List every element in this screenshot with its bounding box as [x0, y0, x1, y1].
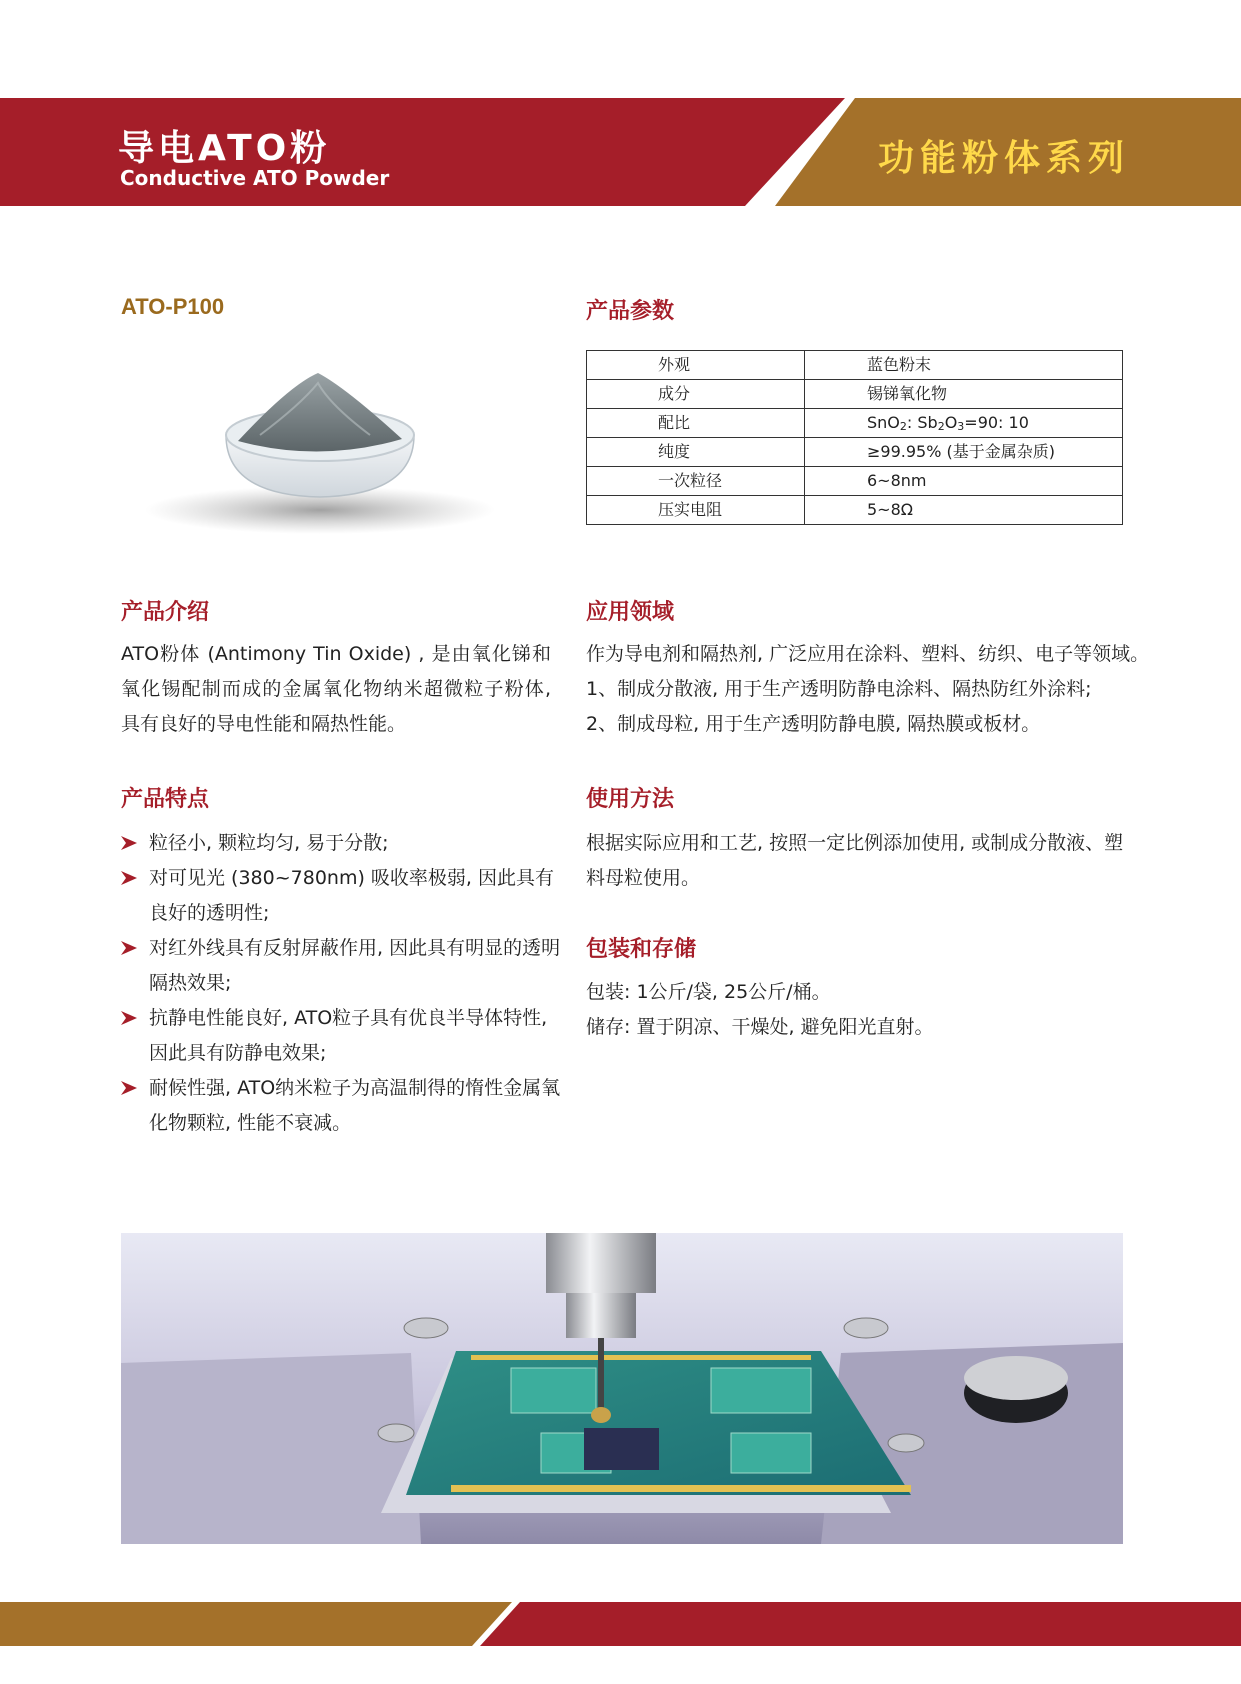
param-value: 6~8nm — [805, 467, 1123, 496]
param-key: 外观 — [587, 351, 805, 380]
application-line: 1、制成分散液, 用于生产透明防静电涂料、隔热防红外涂料; — [586, 678, 1092, 700]
footer-band — [0, 1602, 1241, 1646]
params-table — [586, 350, 1123, 525]
table-row — [587, 438, 1123, 467]
ratio-part: : Sb — [906, 413, 938, 432]
powder-dish-image — [140, 365, 500, 540]
table-row — [587, 380, 1123, 409]
list-item — [121, 1001, 561, 1071]
packaging-line: 包装: 1公斤/袋, 25公斤/桶。 — [586, 981, 831, 1003]
feature-text: 对可见光 (380~780nm) 吸收率极弱, 因此具有良好的透明性; — [149, 867, 554, 924]
feature-text: 对红外线具有反射屏蔽作用, 因此具有明显的透明隔热效果; — [149, 937, 561, 994]
param-key: 压实电阻 — [587, 496, 805, 525]
usage-heading: 使用方法 — [586, 787, 675, 812]
list-item — [121, 931, 561, 1001]
arrow-bullet-icon — [121, 1011, 137, 1025]
param-value: 5~8Ω — [805, 496, 1123, 525]
application-line: 作为导电剂和隔热剂, 广泛应用在涂料、塑料、纺织、电子等领域。 — [586, 643, 1150, 665]
arrow-bullet-icon — [121, 836, 137, 850]
param-value: ≥99.95% (基于金属杂质) — [805, 438, 1123, 467]
product-title-en: Conductive ATO Powder — [120, 166, 390, 190]
param-value-ratio — [805, 409, 1123, 438]
circuit-board-photo — [121, 1233, 1123, 1544]
table-row — [587, 351, 1123, 380]
feature-text: 抗静电性能良好, ATO粒子具有优良半导体特性, 因此具有防静电效果; — [149, 1007, 548, 1064]
packaging-heading: 包装和存储 — [586, 937, 697, 962]
model-number: ATO-P100 — [121, 294, 225, 319]
intro-text: ATO粉体 (Antimony Tin Oxide) , 是由氧化锑和氧化锡配制而成的金属氧化物纳米超微粒子粉体, 具有良好的导电性能和隔热性能。 — [121, 643, 551, 735]
storage-line: 储存: 置于阴凉、干燥处, 避免阳光直射。 — [586, 1016, 934, 1038]
features-list — [121, 826, 561, 1141]
usage-text: 根据实际应用和工艺, 按照一定比例添加使用, 或制成分散液、塑料母粒使用。 — [586, 832, 1124, 889]
series-label: 功能粉体系列 — [878, 138, 1131, 179]
application-heading: 应用领域 — [586, 600, 675, 625]
ratio-part: =90: 10 — [964, 413, 1029, 432]
ratio-part: SnO — [867, 413, 900, 432]
ratio-part: O — [944, 413, 958, 432]
ratio-subscript: 3 — [957, 420, 965, 433]
product-title-cn: 导电ATO粉 — [118, 128, 331, 169]
table-row — [587, 409, 1123, 438]
param-key: 成分 — [587, 380, 805, 409]
list-item — [121, 1071, 561, 1141]
param-key: 纯度 — [587, 438, 805, 467]
table-row — [587, 467, 1123, 496]
param-key: 配比 — [587, 409, 805, 438]
param-value: 锡锑氧化物 — [805, 380, 1123, 409]
param-key: 一次粒径 — [587, 467, 805, 496]
feature-text: 耐候性强, ATO纳米粒子为高温制得的惰性金属氧化物颗粒, 性能不衰减。 — [149, 1077, 561, 1134]
intro-heading: 产品介绍 — [121, 600, 210, 625]
list-item — [121, 861, 561, 931]
ratio-subscript: 2 — [937, 420, 945, 433]
feature-text: 粒径小, 颗粒均匀, 易于分散; — [149, 832, 389, 854]
table-row — [587, 496, 1123, 525]
params-heading: 产品参数 — [586, 299, 675, 324]
arrow-bullet-icon — [121, 871, 137, 885]
features-heading: 产品特点 — [121, 787, 210, 812]
param-value: 蓝色粉末 — [805, 351, 1123, 380]
arrow-bullet-icon — [121, 941, 137, 955]
application-line: 2、制成母粒, 用于生产透明防静电膜, 隔热膜或板材。 — [586, 713, 1041, 735]
arrow-bullet-icon — [121, 1081, 137, 1095]
list-item — [121, 826, 561, 861]
ratio-subscript: 2 — [899, 420, 907, 433]
